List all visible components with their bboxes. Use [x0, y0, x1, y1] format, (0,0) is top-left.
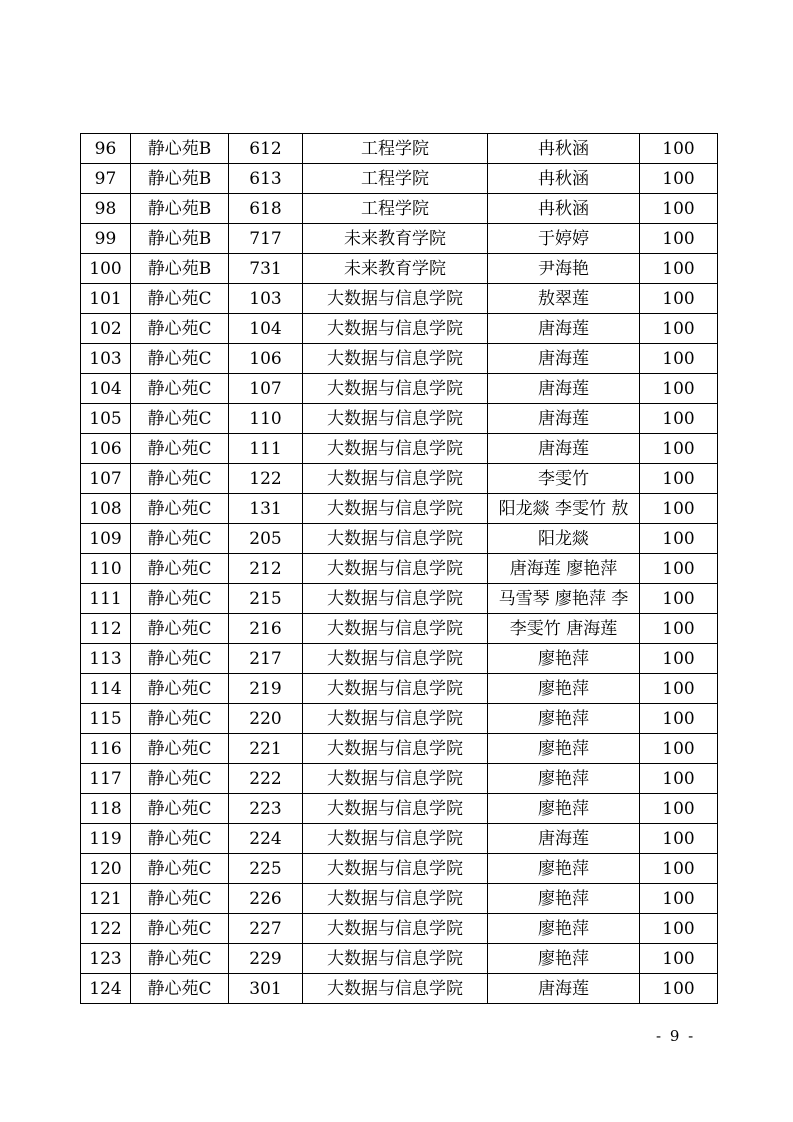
person-cell: 于婷婷 [488, 224, 640, 254]
row-index-cell: 97 [81, 164, 131, 194]
score-cell: 100 [640, 704, 718, 734]
score-cell: 100 [640, 734, 718, 764]
room-cell: 217 [229, 644, 303, 674]
room-cell: 301 [229, 974, 303, 1004]
row-index-cell: 118 [81, 794, 131, 824]
college-cell: 大数据与信息学院 [303, 704, 488, 734]
score-cell: 100 [640, 554, 718, 584]
row-index-cell: 104 [81, 374, 131, 404]
room-cell: 223 [229, 794, 303, 824]
row-index-cell: 105 [81, 404, 131, 434]
score-cell: 100 [640, 794, 718, 824]
room-cell: 220 [229, 704, 303, 734]
building-cell: 静心苑C [131, 554, 229, 584]
row-index-cell: 120 [81, 854, 131, 884]
table-row [81, 134, 718, 164]
table-body [81, 134, 718, 1004]
person-cell: 李雯竹 唐海莲 [488, 614, 640, 644]
building-cell: 静心苑C [131, 374, 229, 404]
room-cell: 717 [229, 224, 303, 254]
table-row [81, 284, 718, 314]
score-cell: 100 [640, 884, 718, 914]
row-index-cell: 109 [81, 524, 131, 554]
room-cell: 618 [229, 194, 303, 224]
person-cell: 廖艳萍 [488, 674, 640, 704]
building-cell: 静心苑C [131, 884, 229, 914]
row-index-cell: 100 [81, 254, 131, 284]
table-row [81, 944, 718, 974]
row-index-cell: 103 [81, 344, 131, 374]
row-index-cell: 122 [81, 914, 131, 944]
building-cell: 静心苑C [131, 914, 229, 944]
score-cell: 100 [640, 914, 718, 944]
row-index-cell: 117 [81, 764, 131, 794]
building-cell: 静心苑C [131, 734, 229, 764]
college-cell: 大数据与信息学院 [303, 734, 488, 764]
table-row [81, 554, 718, 584]
row-index-cell: 124 [81, 974, 131, 1004]
college-cell: 大数据与信息学院 [303, 764, 488, 794]
table-row [81, 974, 718, 1004]
score-cell: 100 [640, 254, 718, 284]
room-cell: 219 [229, 674, 303, 704]
person-cell: 阳龙燚 [488, 524, 640, 554]
college-cell: 大数据与信息学院 [303, 824, 488, 854]
room-cell: 216 [229, 614, 303, 644]
table-row [81, 164, 718, 194]
building-cell: 静心苑C [131, 614, 229, 644]
row-index-cell: 121 [81, 884, 131, 914]
score-cell: 100 [640, 194, 718, 224]
score-cell: 100 [640, 854, 718, 884]
building-cell: 静心苑C [131, 974, 229, 1004]
college-cell: 大数据与信息学院 [303, 674, 488, 704]
college-cell: 未来教育学院 [303, 224, 488, 254]
building-cell: 静心苑C [131, 314, 229, 344]
table-row [81, 824, 718, 854]
table-row [81, 674, 718, 704]
person-cell: 廖艳萍 [488, 644, 640, 674]
person-cell: 冉秋涵 [488, 164, 640, 194]
score-cell: 100 [640, 314, 718, 344]
person-cell: 廖艳萍 [488, 854, 640, 884]
row-index-cell: 102 [81, 314, 131, 344]
building-cell: 静心苑C [131, 644, 229, 674]
room-cell: 227 [229, 914, 303, 944]
building-cell: 静心苑C [131, 704, 229, 734]
college-cell: 大数据与信息学院 [303, 914, 488, 944]
row-index-cell: 99 [81, 224, 131, 254]
score-cell: 100 [640, 644, 718, 674]
data-table [80, 133, 718, 1004]
table-row [81, 404, 718, 434]
room-cell: 612 [229, 134, 303, 164]
table-row [81, 794, 718, 824]
person-cell: 李雯竹 [488, 464, 640, 494]
table-row [81, 344, 718, 374]
table-row [81, 314, 718, 344]
score-cell: 100 [640, 224, 718, 254]
person-cell: 廖艳萍 [488, 914, 640, 944]
table-row [81, 194, 718, 224]
room-cell: 111 [229, 434, 303, 464]
building-cell: 静心苑C [131, 674, 229, 704]
college-cell: 大数据与信息学院 [303, 314, 488, 344]
person-cell: 冉秋涵 [488, 134, 640, 164]
room-cell: 613 [229, 164, 303, 194]
row-index-cell: 108 [81, 494, 131, 524]
building-cell: 静心苑C [131, 404, 229, 434]
row-index-cell: 119 [81, 824, 131, 854]
building-cell: 静心苑C [131, 344, 229, 374]
page-number: - 9 - [656, 1027, 696, 1045]
score-cell: 100 [640, 134, 718, 164]
room-cell: 226 [229, 884, 303, 914]
building-cell: 静心苑C [131, 464, 229, 494]
room-cell: 731 [229, 254, 303, 284]
college-cell: 大数据与信息学院 [303, 884, 488, 914]
row-index-cell: 116 [81, 734, 131, 764]
college-cell: 大数据与信息学院 [303, 404, 488, 434]
college-cell: 大数据与信息学院 [303, 284, 488, 314]
table-row [81, 584, 718, 614]
person-cell: 唐海莲 [488, 974, 640, 1004]
building-cell: 静心苑C [131, 944, 229, 974]
score-cell: 100 [640, 494, 718, 524]
building-cell: 静心苑C [131, 794, 229, 824]
row-index-cell: 123 [81, 944, 131, 974]
college-cell: 大数据与信息学院 [303, 644, 488, 674]
person-cell: 唐海莲 [488, 314, 640, 344]
table-row [81, 524, 718, 554]
room-cell: 107 [229, 374, 303, 404]
college-cell: 大数据与信息学院 [303, 494, 488, 524]
person-cell: 唐海莲 廖艳萍 [488, 554, 640, 584]
person-cell: 冉秋涵 [488, 194, 640, 224]
college-cell: 工程学院 [303, 194, 488, 224]
table-row [81, 434, 718, 464]
person-cell: 廖艳萍 [488, 794, 640, 824]
college-cell: 大数据与信息学院 [303, 854, 488, 884]
table-row [81, 854, 718, 884]
score-cell: 100 [640, 524, 718, 554]
room-cell: 212 [229, 554, 303, 584]
row-index-cell: 111 [81, 584, 131, 614]
college-cell: 大数据与信息学院 [303, 464, 488, 494]
room-cell: 103 [229, 284, 303, 314]
score-cell: 100 [640, 344, 718, 374]
college-cell: 工程学院 [303, 134, 488, 164]
score-cell: 100 [640, 824, 718, 854]
person-cell: 廖艳萍 [488, 734, 640, 764]
room-cell: 131 [229, 494, 303, 524]
building-cell: 静心苑C [131, 764, 229, 794]
college-cell: 大数据与信息学院 [303, 374, 488, 404]
score-cell: 100 [640, 434, 718, 464]
building-cell: 静心苑B [131, 164, 229, 194]
room-cell: 110 [229, 404, 303, 434]
college-cell: 工程学院 [303, 164, 488, 194]
row-index-cell: 110 [81, 554, 131, 584]
building-cell: 静心苑C [131, 524, 229, 554]
score-cell: 100 [640, 944, 718, 974]
table-row [81, 734, 718, 764]
college-cell: 未来教育学院 [303, 254, 488, 284]
college-cell: 大数据与信息学院 [303, 974, 488, 1004]
person-cell: 马雪琴 廖艳萍 李 [488, 584, 640, 614]
building-cell: 静心苑C [131, 494, 229, 524]
row-index-cell: 96 [81, 134, 131, 164]
room-cell: 106 [229, 344, 303, 374]
college-cell: 大数据与信息学院 [303, 524, 488, 554]
room-cell: 224 [229, 824, 303, 854]
table-row [81, 914, 718, 944]
row-index-cell: 113 [81, 644, 131, 674]
person-cell: 唐海莲 [488, 434, 640, 464]
college-cell: 大数据与信息学院 [303, 944, 488, 974]
row-index-cell: 114 [81, 674, 131, 704]
college-cell: 大数据与信息学院 [303, 434, 488, 464]
room-cell: 221 [229, 734, 303, 764]
score-cell: 100 [640, 164, 718, 194]
table-row [81, 254, 718, 284]
college-cell: 大数据与信息学院 [303, 584, 488, 614]
row-index-cell: 101 [81, 284, 131, 314]
person-cell: 唐海莲 [488, 824, 640, 854]
table-row [81, 374, 718, 404]
room-cell: 122 [229, 464, 303, 494]
score-cell: 100 [640, 404, 718, 434]
college-cell: 大数据与信息学院 [303, 554, 488, 584]
person-cell: 廖艳萍 [488, 944, 640, 974]
row-index-cell: 115 [81, 704, 131, 734]
room-cell: 205 [229, 524, 303, 554]
table-row [81, 764, 718, 794]
building-cell: 静心苑B [131, 194, 229, 224]
college-cell: 大数据与信息学院 [303, 344, 488, 374]
score-cell: 100 [640, 974, 718, 1004]
score-cell: 100 [640, 674, 718, 704]
building-cell: 静心苑C [131, 824, 229, 854]
building-cell: 静心苑C [131, 854, 229, 884]
table-row [81, 494, 718, 524]
table-row [81, 884, 718, 914]
row-index-cell: 107 [81, 464, 131, 494]
score-cell: 100 [640, 764, 718, 794]
person-cell: 唐海莲 [488, 344, 640, 374]
row-index-cell: 106 [81, 434, 131, 464]
score-cell: 100 [640, 374, 718, 404]
row-index-cell: 98 [81, 194, 131, 224]
person-cell: 敖翠莲 [488, 284, 640, 314]
table-row [81, 644, 718, 674]
table-row [81, 464, 718, 494]
building-cell: 静心苑B [131, 224, 229, 254]
room-cell: 229 [229, 944, 303, 974]
row-index-cell: 112 [81, 614, 131, 644]
room-cell: 104 [229, 314, 303, 344]
table-row [81, 704, 718, 734]
room-cell: 225 [229, 854, 303, 884]
building-cell: 静心苑C [131, 434, 229, 464]
person-cell: 唐海莲 [488, 374, 640, 404]
building-cell: 静心苑B [131, 134, 229, 164]
person-cell: 廖艳萍 [488, 704, 640, 734]
college-cell: 大数据与信息学院 [303, 614, 488, 644]
building-cell: 静心苑C [131, 284, 229, 314]
score-cell: 100 [640, 464, 718, 494]
college-cell: 大数据与信息学院 [303, 794, 488, 824]
score-cell: 100 [640, 614, 718, 644]
building-cell: 静心苑B [131, 254, 229, 284]
person-cell: 尹海艳 [488, 254, 640, 284]
person-cell: 唐海莲 [488, 404, 640, 434]
building-cell: 静心苑C [131, 584, 229, 614]
room-cell: 222 [229, 764, 303, 794]
table-row [81, 614, 718, 644]
score-cell: 100 [640, 284, 718, 314]
room-cell: 215 [229, 584, 303, 614]
score-cell: 100 [640, 584, 718, 614]
table-row [81, 224, 718, 254]
person-cell: 廖艳萍 [488, 764, 640, 794]
person-cell: 廖艳萍 [488, 884, 640, 914]
person-cell: 阳龙燚 李雯竹 敖 [488, 494, 640, 524]
